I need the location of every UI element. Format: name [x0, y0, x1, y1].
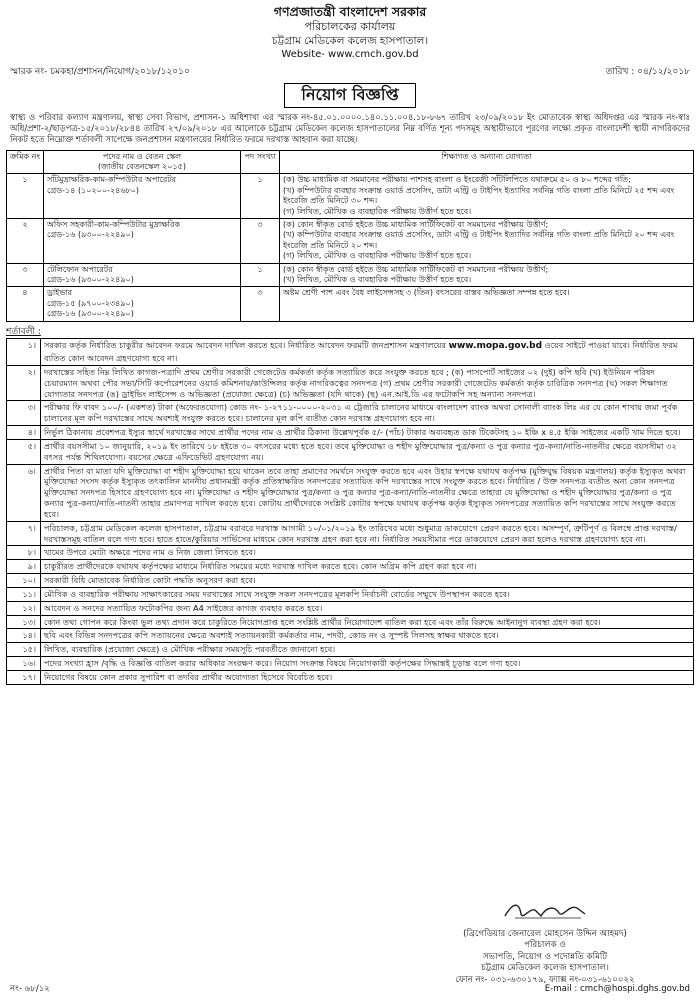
notice-title: নিয়োগ বিজ্ঞপ্তি: [284, 83, 416, 108]
qualification-line: (ক) কোন স্বীকৃত বোর্ড হইতে উচ্চ মাধ্যমিক সার্টিফিকেট বা সমমানের পরীক্ষায় উত্তীর্ণ;: [283, 220, 549, 230]
row-post: [44, 263, 241, 287]
condition-number: ২।: [7, 365, 41, 400]
condition-text-part: ওয়েব সাইটে পাওয়া যাবে। নির্ধারিত ফরম ব্যতিত কোন আবেদন গ্রহণযোগ্য হবে না।: [44, 340, 678, 364]
condition-number: ১৭।: [7, 670, 41, 684]
row-qualification: [280, 219, 694, 264]
condition-number: ৪।: [7, 426, 41, 440]
condition-number: ১০।: [7, 574, 41, 588]
post-name: অফিস সহকারী-কাম-কম্পিউটার মুদ্রাক্ষরিক: [47, 220, 180, 230]
condition-number: ১৫।: [7, 643, 41, 657]
post-name: টেলিফোন অপারেটর: [47, 264, 113, 274]
condition-row: [7, 426, 694, 440]
condition-text-part: সরকার কর্তৃক নির্ধারিত চাকুরীর আবেদন ফরমে আবেদন দাখিল করতে হবে। নির্ধারিত আবেদন ফরমটি জনপ্রশাসন মন্ত্রণালয়ের: [44, 340, 447, 351]
condition-row: [7, 615, 694, 629]
signatory-hospital: চট্টগ্রাম মেডিকেল কলেজ হাসপাতাল।: [481, 963, 609, 974]
condition-text: পদের সংখ্যা হ্রাস /বৃদ্ধি ও বিজ্ঞপ্তি বাতিল করার অধিকার সংরক্ষণ করে। নিয়োগ সংক্রান্ত বিষয়ে নিয়োগকারী কর্তৃপক্ষের সিদ্ধান্তই চূড়ান্ত বলে গণ্য হবে।: [41, 657, 694, 671]
condition-text: চাকুরীরত প্রার্থীদেরকে যথাযথ কর্তৃপক্ষের মাধ্যমে নির্ধারিত সময়ের মধ্যে দরখাস্ত দাখিল করতে হবে। কোন অগ্রিম কপি গ্রহণ করা হবে না।: [41, 560, 694, 574]
row-serial: ২: [7, 219, 44, 264]
condition-text: নির্ভুল ঠিকানায় প্রবেশপত্র ইস্যুর স্বার্থে দরখাস্তের সাথে প্রার্থীর পদের নাম ও প্রার্থীর ঠিকানা উল্লেখপূর্বক ৫/- (পাঁচ) টাকার অব্যবহৃত ডাক টিকেটসহ ১০ ইঞ্চি x ৪.৫ ইঞ্চি সাইজের একটি খাম দিতে হবে।: [41, 426, 694, 440]
condition-text: ছবি এবং বিভিন্ন সনদপত্রের কপি সত্যায়নের ক্ষেত্রে অবশ্যই সত্যায়নকারী কর্মকর্তার নাম, পদবী, কোড নং ও সুস্পষ্ট সিলসহ স্বাক্ষর থাকতে হবে।: [41, 629, 694, 643]
condition-row: [7, 464, 694, 521]
condition-row: [7, 657, 694, 671]
condition-row: [7, 601, 694, 615]
table-row: [7, 174, 694, 219]
header-serial: ক্রমিক নং: [7, 150, 44, 174]
signatory-phone: ফোন নং- ০৩১-৬৩০১৭৯, ফ্যাক্স নং-০৩১-৬১০০২২: [455, 974, 635, 985]
condition-text: লিখিত, ব্যবহারিক (প্রযোজ্য ক্ষেত্রে) ও মৌখিক পরীক্ষার সময়সূচি পরবর্তীতে জানানো হবে।: [41, 643, 694, 657]
row-qualification: [280, 263, 694, 287]
row-qualification: [280, 287, 694, 321]
condition-text: কোন তথ্য গোপন করে কিংবা ভুল তথ্য প্রদান করে চাকুরিতে নিয়োগপ্রাপ্ত হলে সংশ্লিষ্ট প্রার্থীর নিয়োগাদেশ বাতিল করা হবে এবং তাঁর বিরুদ্ধে আইনানুগ ব্যবস্থা গ্রহণ করা হবে।: [41, 615, 694, 629]
hospital-heading: চট্টগ্রাম মেডিকেল কলেজ হাসপাতাল।: [271, 34, 429, 47]
qualification-line: (খ) কম্পিউটার ব্যবহার সংক্রান্ত ওয়ার্ড প্রসেসিং, ডাটা এন্ট্রি ও টাইপিং ইত্যাদির সর্বনিম্ন গতি বাংলা প্রতি মিনিটে ২৫ শব্দ এবং ইংরেজি প্রতি মিনিটে ৩০ শব্দ।: [283, 185, 675, 206]
condition-row: [7, 560, 694, 574]
condition-row: [7, 439, 694, 464]
mopa-website-link[interactable]: www.mopa.gov.bd: [448, 341, 543, 352]
condition-text: দরখাস্তের সহিত নিম্ন লিখিত কাগজ-পত্রাদি প্রথম শ্রেণীর সরকারী গেজেটেড কর্মকর্তা কর্তৃক সত্যায়িত করে সংযুক্ত করতে হবে ; (ক) পাসপোর্ট সাইজের ০২ (দুই) কপি ছবি (খ) ইউনিয়ন পরিষদ চেয়ারম্যান অথবা পৌর সভা/সিটি কর্পোরেশনের ওয়ার্ড কমিশনার/কাউন্সিলর কর্তৃক নাগরিকত্বের সনদপত্র (গ) প্রথম শ্রেণীর সরকারী গেজেটেড কর্মকর্তা কর্তৃক চারিত্রিক সনদপত্র (ঘ) সকল শিক্ষাগত যোগ্যতার সনদপত্র (ঙ) ড্রাইভিং লাইসেন্স ও অভিজ্ঞতা (প্রযোজ্য ক্ষেত্রে) (চ) অভিজ্ঞতা (যদি থাকে) (ছ) এন.আই.ডি এর ফটোকপি সহ অন্যান্য সনদপত্র।: [41, 365, 694, 400]
condition-number: ৩।: [7, 401, 41, 426]
row-count: ১: [241, 263, 280, 287]
header-post-label: পদের নাম ও বেতন স্কেল: [102, 151, 182, 161]
header-post-sub: (জাতীয় বেতনস্কেল ২০১৫): [97, 162, 186, 172]
memo-number: স্মারক নং- চমকহা/প্রশাসন/নিয়োগ/২০১৮/১২০১০: [10, 67, 190, 78]
signatory-committee: সভাপতি, নিয়োগ ও পদোন্নতি কমিটি: [482, 951, 607, 962]
condition-row: [7, 401, 694, 426]
post-grade: গ্রেড-১৬ (৯৩০০-২২৪৯০): [47, 230, 134, 240]
qualification-line: (গ) লিখিত, মৌখিক ও ব্যবহারিক পরীক্ষায় উত্তীর্ণ হতে হবে।: [283, 251, 472, 261]
condition-number: ১২।: [7, 601, 41, 615]
posts-table-header: [7, 150, 694, 174]
condition-text: প্রার্থীর বয়সসীমা ১০ জানুয়ারি, ২০১৯ ইং তারিখে ১৮ হইতে ৩০ বৎসরের মধ্যে হতে হবে। তবে মুক্তিযোদ্ধা ও শহীদ মুক্তিযোদ্ধার পুত্র/কন্যা ও পুত্র কন্যার পুত্র-কন্যা/নাতি-নাতনীর ক্ষেত্রে বয়সসীমা ৩২ বৎসর পর্যন্ত শিথিলযোগ্য। বয়সের ক্ষেত্রে এফিডেভিট গ্রহণযোগ্য নয়।: [41, 439, 694, 464]
condition-row: [7, 643, 694, 657]
row-post: [44, 287, 241, 321]
condition-row: [7, 574, 694, 588]
condition-row: [7, 587, 694, 601]
condition-text: মৌখিক ও ব্যবহারিক পরীক্ষায় সাক্ষাৎকারের সময় দরখাস্তের সাথে সংযুক্ত সকল সনদপত্রের মূলকপি নির্বাচনী বোর্ডের সম্মুখে উপস্থাপন করতে হবে।: [41, 587, 694, 601]
row-count: ১: [241, 174, 280, 219]
condition-row: [7, 365, 694, 400]
post-name: ড্রাইভার: [47, 288, 73, 298]
table-row: [7, 219, 694, 264]
condition-number: ৭।: [7, 521, 41, 546]
signature-image: [485, 898, 605, 924]
row-serial: ৩: [7, 263, 44, 287]
condition-number: ১।: [7, 339, 41, 366]
condition-number: ১১।: [7, 587, 41, 601]
row-count: ৩: [241, 219, 280, 264]
post-grade: গ্রেড-১৬ (৯৩০০-২২৪৯০): [47, 275, 134, 284]
qualification-line: (খ) লিখিত, মৌখিক ও ব্যবহারিক পরীক্ষায় উত্তীর্ণ হতে হবে।: [283, 275, 472, 284]
condition-number: ১৪।: [7, 629, 41, 643]
reference-line: [6, 67, 694, 79]
conditions-title: শর্তাবলী :: [6, 326, 41, 337]
condition-number: ৯।: [7, 560, 41, 574]
header-count: পদ সংখ্যা: [241, 150, 280, 174]
document-number: নং- ৬৮/১২: [10, 984, 50, 994]
condition-text: সরকারী বিধি মোতাবেক নির্ধারিত কোটা পদ্ধতি অনুসরণ করা হবে।: [41, 574, 694, 588]
qualification-line: (ক) উচ্চ মাধ্যমিক বা সমমানের পরীক্ষায় পাশসহ বাংলা ও ইংরেজী সাঁটলিপিতে যথাক্রমে ৫০ ও ৮০ শব্দের গতি;: [283, 175, 631, 185]
condition-row: [7, 670, 694, 684]
row-count: ৩: [241, 287, 280, 321]
header-qualification: শিক্ষাগত ও অন্যান্য যোগ্যতা: [280, 150, 694, 174]
post-grade: গ্রেড-১৪ (১০২০০-২৪৬৮০): [47, 185, 140, 195]
website-line: Website- www.cmch.gov.bd: [281, 49, 419, 61]
table-row: [7, 263, 694, 287]
row-qualification: [280, 174, 694, 219]
signatory-name: (ব্রিগেডিয়ার জেনারেল মোহসেন উদ্দিন আহমদ): [463, 928, 627, 939]
condition-number: ১৩।: [7, 615, 41, 629]
condition-text: পরিচালক, চট্টগ্রাম মেডিকেল কলেজ হাসপাতাল, চট্টগ্রাম বরাবরে দরখাস্ত আগামী ১০/০১/২০১৯ ইং তারিখের মধ্যে শুধুমাত্র ডাকযোগে প্রেরণ করতে হবে। অসম্পূর্ণ, ত্রুটিপূর্ণ ও বিলম্বে প্রাপ্ত দরখাস্ত/দরখাস্তসমূহ বাতিল বলে গণ্য হবে। হাতে হাতে/কুরিয়ার সার্ভিসের মাধ্যমে কোন দরখাস্ত গ্রহণ করা হবে না। নির্ধারিত সময়সীমার পরে ডাকযোগে প্রেরণ করা হলেও দরখাস্ত গ্রহণযোগ্য হবে না।: [41, 521, 694, 546]
qualification-line: (গ) লিখিত, মৌখিক ও ব্যবহারিক পরীক্ষায় উত্তীর্ণ হতে হবে।: [283, 206, 472, 216]
condition-text: পরীক্ষার ফি বাবদ ১০০/- (একশত) টাকা (অফেরতযোগ্য) কোড নং- ১-২৭১১-০০০০-২০৩১ এ ট্রেজারি চালানের মাধ্যমে বাংলাদেশ ব্যাংক অথবা সোনালী ব্যাংক লিঃ এর যে কোন শাখায় জমা পূর্বক চালানের মূল কপি দরখাস্তের সাথে অবশ্যই সংযুক্ত করতে হবে। চালানের মূল কপি ব্যতীত কোন দরখাস্ত গ্রহণযোগ্য হবে না।: [41, 401, 694, 426]
post-grade: গ্রেড-১৫ (৯৭০০-২৩৪৯০): [47, 298, 134, 308]
condition-row: [7, 521, 694, 546]
condition-row: [7, 339, 694, 366]
notice-page: [6, 4, 694, 996]
government-heading: গণপ্রজাতন্ত্রী বাংলাদেশ সরকার: [273, 4, 427, 19]
qualification-line: (খ) কম্পিউটার ব্যবহার সংক্রান্ত ওয়ার্ড প্রসেসিং, ডাটা এন্ট্রি ও টাইপিং ইত্যাদির সর্বনিম্ন গতি বাংলা প্রতি মিনিটে ২০ শব্দ এবং ইংরেজি প্রতি মিনিটে ২০ শব্দ।: [283, 230, 675, 250]
signature-block: [410, 898, 680, 987]
post-grade-alt: গ্রেড-১৬ (৯৩০০-২২৪৯০): [47, 309, 134, 319]
signatory-designation: পরিচালক ও: [524, 940, 566, 951]
office-heading: পরিচালকের কার্যালয়: [304, 20, 396, 34]
contact-email[interactable]: E-mail : cmch@hospi.dghs.gov.bd: [544, 984, 690, 994]
row-serial: ৪: [7, 287, 44, 321]
intro-paragraph: স্বাস্থ্য ও পরিবার কল্যাণ মন্ত্রণালয়, স্বাস্থ্য সেবা বিভাগ, প্রশাসন-১ অধিশাখা এর স্মারক নং-৪৫.০১.০০০০.১৪০.১১.০০৪.১৮-৮৬৭ তারিখ ২৩/০৯/২০১৮ ইং মোতাবেক স্বাস্থ্য অধিদপ্তর এর স্মারক নং-স্বাঃ অধি/প্রশা-২/ছাড়পত্র-১৫/২০১৮/২৮৪৪ তারিখ ২৭/০৯/২০১৮ এর আলোকে চট্টগ্রাম মেডিকেল কলেজ হাসপাতালের নিম্ন বর্ণিত শূন্য পদসমূহ অস্থায়ীভাবে পূরণের লক্ষ্যে প্রকৃত বাংলাদেশী স্থায়ী নাগরিকদের নিকট হতে নিম্নোক্ত শর্তাবলী সাপেক্ষে জনপ্রশাসন মন্ত্রণালয়ের নির্ধারিত ফরমে দরখাস্ত আহবান করা যাচ্ছে।: [10, 111, 690, 145]
qualification-line: (ক) কোন স্বীকৃত বোর্ড হইতে উচ্চ মাধ্যমিক সার্টিফিকেট বা সমমানের পরীক্ষায় উত্তীর্ণ;: [283, 264, 549, 274]
condition-row: [7, 629, 694, 643]
condition-number: ৬।: [7, 464, 41, 521]
row-serial: ১: [7, 174, 44, 219]
condition-number: ১৬।: [7, 657, 41, 671]
posts-table: [6, 150, 694, 322]
condition-number: ৮।: [7, 546, 41, 560]
post-name: সাঁটমুদ্রাক্ষরিক-কাম-কম্পিউটার অপারেটর: [47, 175, 177, 185]
condition-text: প্রার্থীর পিতা বা মাতা যদি মুক্তিযোদ্ধা বা শহীদ মুক্তিযোদ্ধা হয়ে থাকেন তবে তাহা প্রমাণের সমর্থনে সংযুক্ত করতে হবে এবং উহার স্বপক্ষে যথাযথ কর্তৃপক্ষ (মুক্তিযুদ্ধ বিষয়ক মন্ত্রণালয়) কর্তৃক ইস্যুকৃত অথবা মুক্তিযোদ্ধা সংসদ কর্তৃক ইস্যুকৃত তৎকালিন মাননীয় প্রধানমন্ত্রী কর্তৃক প্রতিস্বাক্ষরিত সনদপত্রের সত্যায়িত কপি দরখাস্তের সাথে সংযুক্ত করতে হবে। নির্ধারিত / উক্ত সনদপত্র ব্যতীত অন্য কোন সনদপত্র মুক্তিযোদ্ধা সনদপত্র হিসাবে গ্রহণযোগ্য হবে না। মুক্তিযোদ্ধা ও শহীদ মুক্তিযোদ্ধার পুত্র/কন্যা ও পুত্র কন্যার পুত্র-কন্যা/নাতি-নাতনীর ক্ষেত্রে তাহারা যে মুক্তিযোদ্ধা ও শহীদ মুক্তিযোদ্ধার পুত্র/কন্যা ও পুত্র কন্যার পুত্র-কন্যা/নাতি-নাতনী তাহার প্রমাণপত্র দাখিল করতে হবে। কোটায় প্রার্থীদেরকে সংশ্লিষ্ট কোটার স্বপক্ষে যথাযথ কর্তৃপক্ষ কর্তৃক ইস্যুকৃত সনদপত্রের সত্যায়িত কপি দরখাস্তের সাথে সংযুক্ত করতে হবে।: [41, 464, 694, 521]
conditions-table: [6, 338, 694, 684]
condition-row: [7, 546, 694, 560]
row-post: [44, 174, 241, 219]
qualification-line: অষ্টম শ্রেণী পাশ এবং বৈধ লাইসেন্সসহ ৩ (তিন) বৎসরের বাস্তব অভিজ্ঞতা সম্পন্ন হতে হবে।: [283, 288, 570, 298]
condition-text: নিয়োগের বিষয়ে কোন প্রকার সুপারিশ বা তদবির প্রার্থীর অযোগ্যতা হিসেবে বিবেচিত হবে।: [41, 670, 694, 684]
table-row: [7, 287, 694, 321]
footer-line: [6, 984, 694, 995]
header-post: [44, 150, 241, 174]
condition-text: খামের উপরে মোটা অক্ষরে পদের নাম ও নিজ জেলা লিখতে হবে।: [41, 546, 694, 560]
condition-number: ৫।: [7, 439, 41, 464]
condition-text: আবেদন ও সনদের সত্যায়িত ফটোকপির জন্য A4 সাইজের কাগজ ব্যবহার করতে হবে।: [41, 601, 694, 615]
condition-text: [41, 339, 694, 366]
row-post: [44, 219, 241, 264]
memo-date: তারিখ : ০৪/১২/২০১৮: [605, 67, 690, 78]
